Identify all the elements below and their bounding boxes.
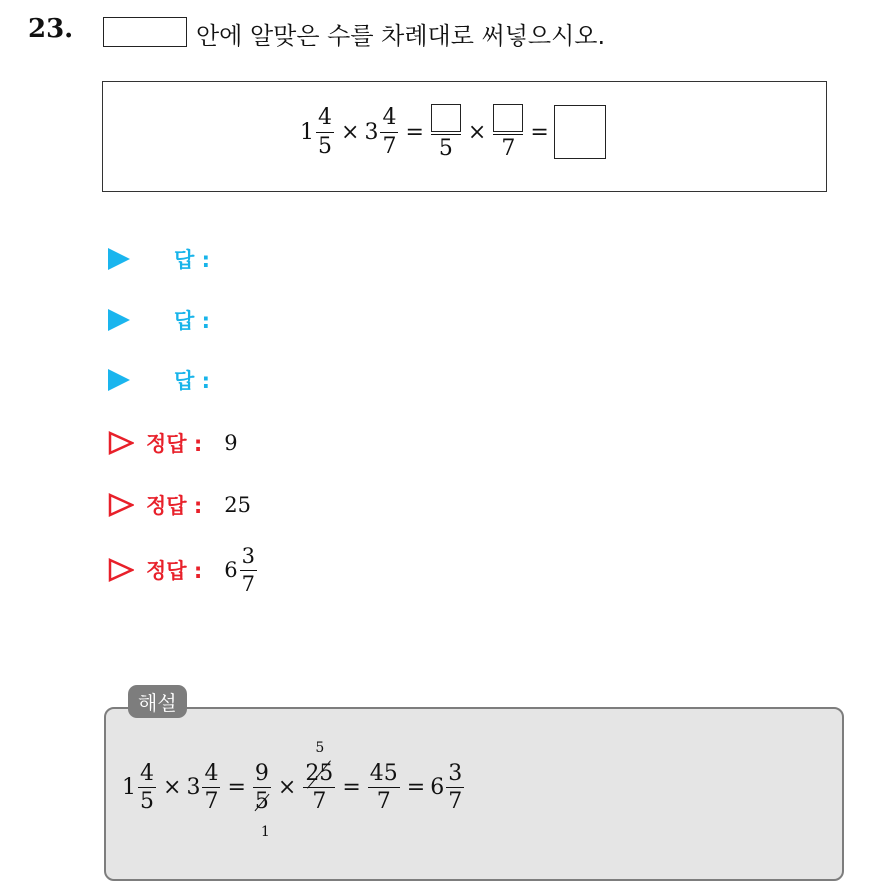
reduced-denominator: 1	[260, 824, 270, 840]
numerator: 9	[254, 761, 269, 786]
mixed-whole: 1	[122, 775, 136, 801]
question-instruction: 안에 알맞은 수를 차례대로 써넣으시오.	[196, 22, 606, 50]
play-triangle-icon	[108, 309, 130, 331]
denominator: 5	[438, 136, 453, 161]
fraction-cancel-den	[253, 761, 271, 840]
result-blank-box[interactable]	[554, 105, 606, 159]
mixed-whole: 3	[186, 775, 201, 801]
denominator: 7	[204, 789, 219, 815]
mixed-whole: 6	[224, 558, 238, 582]
denominator: 7	[382, 133, 397, 159]
fraction	[380, 106, 398, 157]
solution-tag: 해설	[128, 685, 187, 718]
denominator: 7	[376, 789, 391, 815]
fraction	[202, 762, 220, 813]
numerator: 4	[382, 105, 397, 131]
denominator: 7	[501, 136, 516, 161]
numerator: 4	[318, 105, 332, 131]
correct-label: 정답 :	[146, 432, 203, 456]
numerator: 45	[369, 761, 398, 786]
numerator: 3	[241, 544, 256, 569]
correct-label: 정답 :	[146, 494, 203, 518]
equals-sign: =	[342, 775, 361, 801]
times-sign: ×	[277, 775, 297, 801]
denominator: 7	[448, 789, 463, 815]
blank-box-icon	[103, 17, 187, 47]
numerator: 4	[140, 761, 154, 786]
equals-sign: =	[227, 775, 246, 801]
fraction	[446, 762, 464, 813]
outline-triangle-icon	[108, 493, 134, 517]
correct-value	[224, 545, 259, 594]
numerator-blank-box[interactable]	[493, 104, 523, 132]
mixed-whole: 6	[430, 775, 445, 801]
numerator: 3	[448, 761, 463, 786]
denominator: 5	[140, 789, 154, 815]
times-sign: ×	[341, 119, 360, 145]
play-triangle-icon	[108, 369, 130, 391]
answer-label: 답 :	[174, 248, 210, 272]
fraction	[316, 106, 334, 157]
equals-sign: =	[406, 775, 426, 801]
outline-triangle-icon	[108, 431, 134, 455]
denominator: 5	[318, 133, 332, 159]
question-number: 23.	[28, 14, 74, 44]
answer-line-1[interactable]	[108, 244, 210, 274]
answer-line-2[interactable]	[108, 305, 210, 335]
times-sign: ×	[163, 775, 182, 801]
mixed-whole: 3	[364, 119, 379, 145]
denominator: 7	[241, 571, 256, 596]
equals-sign: =	[530, 119, 549, 145]
numerator-blank-box[interactable]	[431, 104, 461, 132]
answer-line-3[interactable]	[108, 365, 210, 395]
correct-answer-2	[108, 490, 251, 520]
fraction	[368, 762, 400, 813]
reduced-numerator: 5	[315, 740, 325, 756]
fraction-blank	[431, 104, 461, 160]
correct-answer-1	[108, 428, 238, 458]
fraction-cancel-num	[303, 740, 335, 815]
equals-sign: =	[405, 119, 424, 145]
fraction-blank	[493, 104, 523, 160]
problem-equation	[300, 104, 606, 160]
solution-equation	[122, 740, 466, 840]
numerator: 4	[204, 761, 219, 786]
cancelled-denominator: 5	[254, 789, 269, 815]
correct-label: 정답 :	[146, 559, 203, 583]
correct-answer-3	[108, 540, 259, 600]
correct-value: 9	[224, 431, 238, 455]
times-sign: ×	[467, 119, 487, 145]
fraction	[240, 545, 257, 594]
denominator: 7	[312, 789, 327, 815]
play-triangle-icon	[108, 248, 130, 270]
fraction	[138, 762, 156, 813]
answer-label: 답 :	[174, 309, 210, 333]
outline-triangle-icon	[108, 558, 134, 582]
cancelled-numerator: 25	[305, 761, 334, 786]
correct-value: 25	[224, 493, 252, 517]
mixed-whole: 1	[300, 119, 314, 145]
answer-label: 답 :	[174, 369, 210, 393]
